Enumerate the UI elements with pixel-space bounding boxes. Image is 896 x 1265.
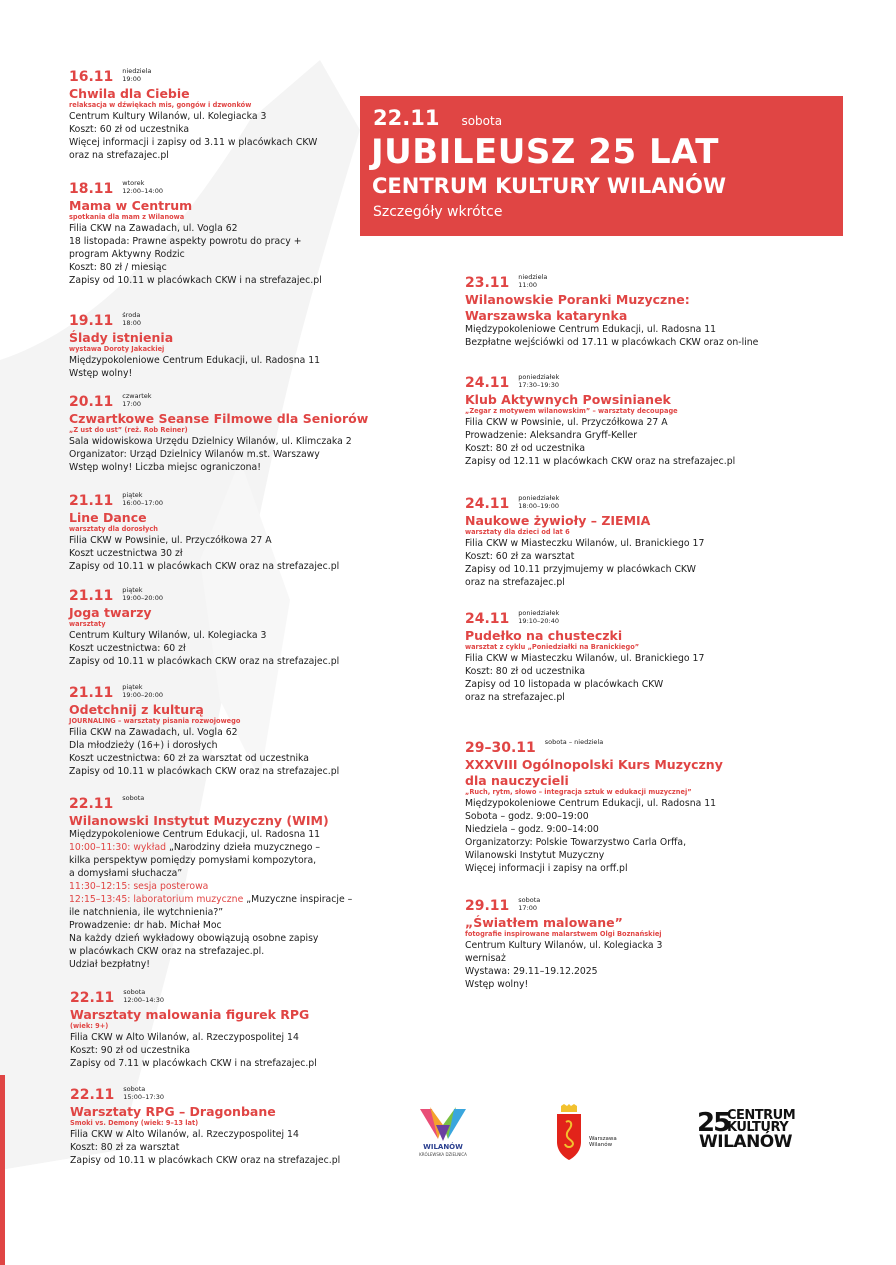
event-detail-line <box>69 867 352 880</box>
event-day-time <box>122 67 151 83</box>
event-detail-line <box>69 136 317 149</box>
event-detail-line <box>69 932 352 945</box>
event-detail-text: Sobota – godz. 9:00–19:00 <box>465 811 589 822</box>
event-title: Chwila dla Ciebie <box>69 86 190 101</box>
event-detail-line <box>465 836 723 849</box>
event-date: 21.11 <box>69 588 114 604</box>
event-title: Warsztaty malowania figurek RPG <box>70 1007 310 1022</box>
event-header <box>70 988 317 1006</box>
event-detail-text: kilka perspektyw pomiędzy pomysłami kompozytora, <box>69 855 317 866</box>
event-detail-line <box>465 797 723 810</box>
warszawa-logo-text: Warszawa Wilanów <box>589 1136 617 1148</box>
event-detail-text: Zapisy od 12.11 w placówkach CKW oraz na strefazajec.pl <box>465 456 736 467</box>
event-block <box>69 392 369 474</box>
event-detail-text: Organizator: Urząd Dzielnicy Wilanów m.st. Warszawy <box>69 449 320 460</box>
event-day-time <box>122 311 141 327</box>
event-title: Warsztaty RPG – Dragonbane <box>70 1104 276 1119</box>
event-detail-text: Filia CKW w Miasteczku Wilanów, ul. Branickiego 17 <box>465 538 705 549</box>
event-meta-line: piątek <box>122 491 143 499</box>
event-day-time <box>123 1085 164 1101</box>
event-block <box>465 273 759 349</box>
event-detail-line <box>70 1057 317 1070</box>
wilanow-district-logo <box>412 1105 474 1165</box>
event-detail-text: Koszt: 60 zł od uczestnika <box>69 124 190 135</box>
event-detail-text: Prowadzenie: Aleksandra Gryff-Keller <box>465 430 638 441</box>
event-block <box>69 179 322 287</box>
banner-date: 22.11 <box>373 106 440 130</box>
event-title: Ślady istnienia <box>69 330 174 345</box>
event-detail-text: Wstęp wolny! <box>69 368 133 379</box>
event-detail-line <box>69 726 339 739</box>
event-detail-text: program Aktywny Rodzic <box>69 249 185 260</box>
event-block <box>465 373 736 468</box>
banner-subtitle: CENTRUM KULTURY WILANÓW <box>372 174 727 198</box>
event-detail-text: Niedziela – godz. 9:00–14:00 <box>465 824 599 835</box>
event-detail-text: oraz na strefazajec.pl <box>69 150 169 161</box>
banner-date-row <box>373 106 502 130</box>
event-subtitle: „Ruch, rytm, słowo – integracja sztuk w edukacji muzycznej” <box>465 788 692 796</box>
event-detail-line <box>465 849 723 862</box>
event-meta-line: 12:00–14:00 <box>122 187 164 195</box>
banner-day: sobota <box>461 114 503 128</box>
event-title: Wilanowski Instytut Muzyczny (WIM) <box>69 813 329 828</box>
event-detail-text: Koszt uczestnictwa: 60 zł za warsztat od uczestnika <box>69 753 309 764</box>
event-detail-text: 10:00–11:30: wykład <box>69 842 167 853</box>
event-meta-line: wtorek <box>122 179 145 187</box>
event-detail-line <box>69 752 339 765</box>
event-header <box>465 609 704 627</box>
jubilee-banner <box>360 96 843 236</box>
event-detail-line <box>465 537 704 550</box>
event-detail-line <box>69 893 352 906</box>
event-meta-line: poniedziałek <box>518 494 560 502</box>
event-detail-text: w placówkach CKW oraz na strefazajec.pl. <box>69 946 265 957</box>
event-detail-line <box>465 862 723 875</box>
event-title: Wilanowskie Poranki Muzyczne: <box>465 292 690 307</box>
event-day-time <box>518 373 559 389</box>
event-detail-text: Dla młodzieży (16+) i dorosłych <box>69 740 218 751</box>
event-details <box>69 534 339 573</box>
event-detail-line <box>69 655 339 668</box>
event-meta-line: środa <box>122 311 141 319</box>
event-meta-line: piątek <box>122 683 143 691</box>
event-detail-line <box>69 841 352 854</box>
event-details <box>465 323 758 349</box>
event-detail-text: 11:30–12:15: sesja posterowa <box>69 881 209 892</box>
event-day-time <box>545 738 603 746</box>
event-details <box>69 828 352 971</box>
event-details <box>69 629 339 668</box>
event-date: 29.11 <box>465 898 510 914</box>
event-header <box>69 794 352 812</box>
event-subtitle: wystawa Doroty Jakackiej <box>69 345 165 353</box>
event-detail-line <box>70 1141 340 1154</box>
event-subtitle: „Z ust do ust” (reż. Rob Reiner) <box>69 426 188 434</box>
event-detail-line <box>465 691 704 704</box>
event-header <box>465 494 704 512</box>
event-detail-text: Sala widowiskowa Urzędu Dzielnicy Wilanów, ul. Klimczaka 2 <box>69 436 352 447</box>
event-detail-line <box>465 939 662 952</box>
event-detail-text: 18 listopada: Prawne aspekty powrotu do pracy + <box>69 236 302 247</box>
event-block <box>69 311 321 380</box>
event-detail-line <box>69 261 322 274</box>
event-day-time <box>122 586 163 602</box>
warsaw-crest-icon <box>553 1104 585 1164</box>
event-detail-text: 12:15–13:45: laboratorium muzyczne <box>69 894 244 905</box>
event-meta-line: 17:30–19:30 <box>518 381 560 389</box>
event-date: 22.11 <box>70 1087 115 1103</box>
event-subtitle: warsztaty dla dorosłych <box>69 525 158 533</box>
event-details <box>465 416 735 468</box>
event-detail-text: Koszt: 80 zł / miesiąc <box>69 262 167 273</box>
event-detail-text: Koszt uczestnictwa 30 zł <box>69 548 183 559</box>
event-detail-line <box>465 952 662 965</box>
event-meta-line: 15:00–17:30 <box>123 1093 165 1101</box>
event-detail-line <box>465 678 704 691</box>
event-detail-text: Koszt: 90 zł od uczestnika <box>70 1045 191 1056</box>
event-meta-line: 16:00–17:00 <box>122 499 164 507</box>
event-detail-text: Międzypokoleniowe Centrum Edukacji, ul. Radosna 11 <box>69 829 321 840</box>
event-detail-line <box>465 323 758 336</box>
event-details <box>465 939 662 991</box>
event-detail-text: Centrum Kultury Wilanów, ul. Kolegiacka 3 <box>465 940 663 951</box>
event-title: Line Dance <box>69 510 147 525</box>
event-title: XXXVIII Ogólnopolski Kurs Muzyczny <box>465 757 723 772</box>
event-detail-text: Koszt: 60 zł za warsztat <box>465 551 575 562</box>
event-detail-text: Filia CKW w Miasteczku Wilanów, ul. Branickiego 17 <box>465 653 705 664</box>
event-header <box>70 1085 340 1103</box>
event-detail-line <box>69 123 317 136</box>
event-detail-text: Koszt: 80 zł od uczestnika <box>465 666 586 677</box>
event-meta-line: sobota <box>122 794 145 802</box>
event-detail-text: Zapisy od 10.11 w placówkach CKW oraz na strefazajec.pl <box>69 561 340 572</box>
event-detail-line <box>69 367 320 380</box>
event-details <box>69 222 322 287</box>
event-detail-line <box>69 945 352 958</box>
wilanow-logo-name: WILANÓW <box>423 1143 463 1151</box>
event-detail-line <box>465 550 704 563</box>
event-day-time <box>518 609 559 625</box>
event-detail-line <box>69 828 352 841</box>
event-title: dla nauczycieli <box>465 773 569 788</box>
event-header <box>465 273 758 291</box>
event-meta-line: piątek <box>122 586 143 594</box>
event-detail-text: Prowadzenie: dr hab. Michał Moc <box>69 920 222 931</box>
event-detail-line <box>465 576 704 589</box>
event-detail-line <box>69 629 339 642</box>
event-date: 23.11 <box>465 275 510 291</box>
banner-note: Szczegóły wkrótce <box>373 204 503 220</box>
event-meta-line: niedziela <box>122 67 152 75</box>
event-day-time <box>518 494 559 510</box>
event-subtitle: warsztaty <box>69 620 106 628</box>
event-details <box>465 797 723 875</box>
event-detail-line <box>69 880 352 893</box>
event-detail-text: Wilanowski Instytut Muzyczny <box>465 850 605 861</box>
event-meta-line: 19:10–20:40 <box>518 617 560 625</box>
event-date: 24.11 <box>465 496 510 512</box>
event-meta-line: 19:00 <box>122 75 142 83</box>
event-detail-text: Centrum Kultury Wilanów, ul. Kolegiacka 3 <box>69 111 267 122</box>
event-meta-line: poniedziałek <box>518 373 560 381</box>
event-title: Klub Aktywnych Powsinianek <box>465 392 671 407</box>
event-title: Odetchnij z kulturą <box>69 702 204 717</box>
event-header <box>465 738 723 756</box>
event-date: 20.11 <box>69 394 114 410</box>
event-detail-text: Więcej informacji i zapisy na orff.pl <box>465 863 628 874</box>
event-detail-text: Filia CKW na Zawadach, ul. Vogla 62 <box>69 223 238 234</box>
event-meta-line: 19:00–20:00 <box>122 594 164 602</box>
event-day-time <box>122 794 144 802</box>
event-header <box>69 311 320 329</box>
event-meta-line: sobota – niedziela <box>544 738 604 746</box>
event-detail-line <box>465 965 662 978</box>
event-title: Naukowe żywioły – ZIEMIA <box>465 513 651 528</box>
event-date: 24.11 <box>465 611 510 627</box>
event-detail-text: Udział bezpłatny! <box>69 959 150 970</box>
event-detail-text: Wstęp wolny! <box>465 979 529 990</box>
event-header <box>465 373 735 391</box>
event-meta-line: sobota <box>123 988 146 996</box>
event-meta-line: czwartek <box>122 392 152 400</box>
event-detail-text: Zapisy od 10.11 w placówkach CKW oraz na strefazajec.pl <box>69 766 340 777</box>
event-detail-line <box>69 149 317 162</box>
wilanow-logo-icon <box>412 1105 474 1143</box>
event-detail-line <box>69 448 368 461</box>
event-meta-line: 12:00–14:30 <box>123 996 165 1004</box>
event-meta-line: 18:00–19:00 <box>518 502 560 510</box>
event-block <box>69 794 353 971</box>
event-meta-line: 11:00 <box>518 281 538 289</box>
event-detail-text: Bezpłatne wejściówki od 17.11 w placówkach CKW oraz on-line <box>465 337 759 348</box>
event-meta-line: 19:00–20:00 <box>122 691 164 699</box>
event-day-time <box>518 273 547 289</box>
event-subtitle: fotografie inspirowane malarstwem Olgi Boznańskiej <box>465 930 662 938</box>
event-detail-line <box>69 354 320 367</box>
ckw-logo-line1: CENTRUM <box>727 1108 796 1123</box>
event-detail-text: Zapisy od 10.11 w placówkach CKW oraz na strefazajec.pl <box>70 1155 341 1166</box>
event-detail-text: Koszt: 80 zł za warsztat <box>70 1142 180 1153</box>
event-day-time <box>122 491 163 507</box>
event-date: 21.11 <box>69 685 114 701</box>
event-detail-line <box>70 1128 340 1141</box>
event-date: 22.11 <box>70 990 115 1006</box>
event-detail-text: Zapisy od 10 listopada w placówkach CKW <box>465 679 664 690</box>
event-detail-line <box>465 442 735 455</box>
event-title: Joga twarzy <box>69 605 152 620</box>
event-subtitle: (wiek: 9+) <box>70 1022 109 1030</box>
event-detail-line <box>69 222 322 235</box>
event-detail-text: a domysłami słuchacza” <box>69 868 183 879</box>
event-detail-text: oraz na strefazajec.pl <box>465 692 565 703</box>
event-detail-line <box>465 978 662 991</box>
event-details <box>69 354 320 380</box>
event-block <box>465 494 705 589</box>
event-details <box>70 1031 317 1070</box>
event-detail-text: Filia CKW w Alto Wilanów, al. Rzeczypospolitej 14 <box>70 1129 299 1140</box>
event-detail-line <box>69 958 352 971</box>
event-day-time <box>123 988 164 1004</box>
event-title: Pudełko na chusteczki <box>465 628 623 643</box>
event-detail-line <box>465 336 758 349</box>
event-block <box>69 683 340 778</box>
event-meta-line: poniedziałek <box>518 609 560 617</box>
event-date: 19.11 <box>69 313 114 329</box>
event-header <box>69 67 317 85</box>
event-date: 29–30.11 <box>465 740 536 756</box>
event-detail-text: Filia CKW w Powsinie, ul. Przyczółkowa 27 A <box>465 417 668 428</box>
event-detail-text: ile natchnienia, ile wytchnienia?” <box>69 907 224 918</box>
event-detail-line <box>69 248 322 261</box>
event-detail-line <box>465 416 735 429</box>
ckw-logo-line2: KULTURY <box>727 1120 789 1135</box>
event-day-time <box>122 179 163 195</box>
event-detail-text: „Muzyczne inspiracje – <box>243 894 353 905</box>
event-detail-line <box>69 274 322 287</box>
event-block <box>465 738 723 875</box>
event-detail-line <box>69 435 368 448</box>
event-details <box>70 1128 340 1167</box>
event-detail-line <box>69 534 339 547</box>
event-detail-text: Filia CKW na Zawadach, ul. Vogla 62 <box>69 727 238 738</box>
event-detail-line <box>70 1031 317 1044</box>
event-detail-text: Międzypokoleniowe Centrum Edukacji, ul. Radosna 11 <box>465 324 717 335</box>
event-header <box>69 392 368 410</box>
event-meta-line: sobota <box>123 1085 146 1093</box>
event-detail-text: „Narodziny dzieła muzycznego – <box>166 842 321 853</box>
event-detail-line <box>69 739 339 752</box>
event-detail-line <box>465 823 723 836</box>
event-detail-text: Więcej informacji i zapisy od 3.11 w placówkach CKW <box>69 137 318 148</box>
event-detail-line <box>69 110 317 123</box>
event-subtitle: Smoki vs. Demony (wiek: 9–13 lat) <box>70 1119 199 1127</box>
ckw-logo-line3: WILANÓW <box>699 1132 792 1152</box>
event-block <box>69 586 340 668</box>
event-subtitle: warsztat z cyklu „Poniedziałki na Branickiego” <box>465 643 640 651</box>
event-date: 21.11 <box>69 493 114 509</box>
event-detail-line <box>69 235 322 248</box>
ckw-logo-number: 25 <box>697 1108 730 1138</box>
event-detail-line <box>69 765 339 778</box>
event-detail-line <box>69 906 352 919</box>
event-detail-text: Wystawa: 29.11–19.12.2025 <box>465 966 598 977</box>
event-date: 24.11 <box>465 375 510 391</box>
event-detail-line <box>69 642 339 655</box>
event-title: „Światłem malowane” <box>465 915 623 930</box>
event-detail-text: wernisaż <box>465 953 506 964</box>
event-subtitle: „Zegar z motywem wilanowskim” – warsztaty decoupage <box>465 407 678 415</box>
event-day-time <box>122 683 163 699</box>
event-date: 16.11 <box>69 69 114 85</box>
event-block <box>69 67 318 162</box>
event-header <box>465 896 662 914</box>
event-detail-text: Centrum Kultury Wilanów, ul. Kolegiacka 3 <box>69 630 267 641</box>
left-accent-bar <box>0 1075 5 1265</box>
event-detail-line <box>70 1044 317 1057</box>
event-detail-text: Międzypokoleniowe Centrum Edukacji, ul. Radosna 11 <box>69 355 321 366</box>
event-detail-line <box>465 810 723 823</box>
event-subtitle: warsztaty dla dzieci od lat 6 <box>465 528 570 536</box>
event-meta-line: 17:00 <box>518 904 538 912</box>
event-meta-line: 18:00 <box>122 319 142 327</box>
event-detail-text: oraz na strefazajec.pl <box>465 577 565 588</box>
event-detail-text: Filia CKW w Powsinie, ul. Przyczółkowa 27 A <box>69 535 272 546</box>
event-title: Warszawska katarynka <box>465 308 628 323</box>
event-block <box>70 988 317 1070</box>
banner-title: JUBILEUSZ 25 LAT <box>371 132 719 172</box>
event-detail-line <box>69 461 368 474</box>
event-detail-line <box>465 429 735 442</box>
event-detail-line <box>69 560 339 573</box>
event-header <box>69 491 339 509</box>
event-title: Czwartkowe Seanse Filmowe dla Seniorów <box>69 411 369 426</box>
event-block <box>70 1085 341 1167</box>
event-detail-text: Filia CKW w Alto Wilanów, al. Rzeczypospolitej 14 <box>70 1032 299 1043</box>
event-detail-line <box>69 547 339 560</box>
event-detail-text: Koszt: 80 zł od uczestnika <box>465 443 586 454</box>
event-detail-text: Organizatorzy: Polskie Towarzystwo Carla Orffa, <box>465 837 687 848</box>
event-detail-line <box>69 919 352 932</box>
event-block <box>465 896 663 991</box>
event-details <box>69 726 339 778</box>
event-header <box>69 683 339 701</box>
event-header <box>69 179 322 197</box>
event-detail-text: Koszt uczestnictwa: 60 zł <box>69 643 186 654</box>
event-detail-text: Na każdy dzień wykładowy obowiązują osobne zapisy <box>69 933 319 944</box>
event-detail-text: Wstęp wolny! Liczba miejsc ograniczona! <box>69 462 261 473</box>
event-detail-line <box>69 854 352 867</box>
event-details <box>69 110 317 162</box>
event-detail-text: Zapisy od 10.11 w placówkach CKW oraz na strefazajec.pl <box>69 656 340 667</box>
event-detail-text: Zapisy od 10.11 w placówkach CKW i na strefazajec.pl <box>69 275 322 286</box>
event-detail-line <box>465 665 704 678</box>
event-subtitle: spotkania dla mam z Wilanowa <box>69 213 185 221</box>
event-detail-line <box>465 563 704 576</box>
event-details <box>465 537 704 589</box>
event-detail-text: Międzypokoleniowe Centrum Edukacji, ul. Radosna 11 <box>465 798 717 809</box>
event-detail-line <box>465 455 735 468</box>
event-date: 18.11 <box>69 181 114 197</box>
event-details <box>69 435 368 474</box>
event-detail-line <box>465 652 704 665</box>
event-day-time <box>518 896 540 912</box>
event-meta-line: niedziela <box>518 273 548 281</box>
event-subtitle: relaksacja w dźwiękach mis, gongów i dzwonków <box>69 101 252 109</box>
event-block <box>465 609 705 704</box>
ckw-25-logo <box>697 1110 797 1158</box>
event-date: 22.11 <box>69 796 114 812</box>
event-detail-text: Zapisy od 7.11 w placówkach CKW i na strefazajec.pl <box>70 1058 317 1069</box>
event-title: Mama w Centrum <box>69 198 193 213</box>
event-meta-line: 17:00 <box>122 400 142 408</box>
event-detail-line <box>70 1154 340 1167</box>
event-details <box>465 652 704 704</box>
event-subtitle: JOURNALING – warsztaty pisania rozwojowego <box>69 717 241 725</box>
event-detail-text: Zapisy od 10.11 przyjmujemy w placówkach CKW <box>465 564 696 575</box>
event-header <box>69 586 339 604</box>
event-block <box>69 491 340 573</box>
event-meta-line: sobota <box>518 896 541 904</box>
event-day-time <box>122 392 151 408</box>
wilanow-logo-tagline: KRÓLEWSKA DZIELNICA <box>419 1152 467 1157</box>
warszawa-wilanow-logo <box>553 1104 633 1164</box>
